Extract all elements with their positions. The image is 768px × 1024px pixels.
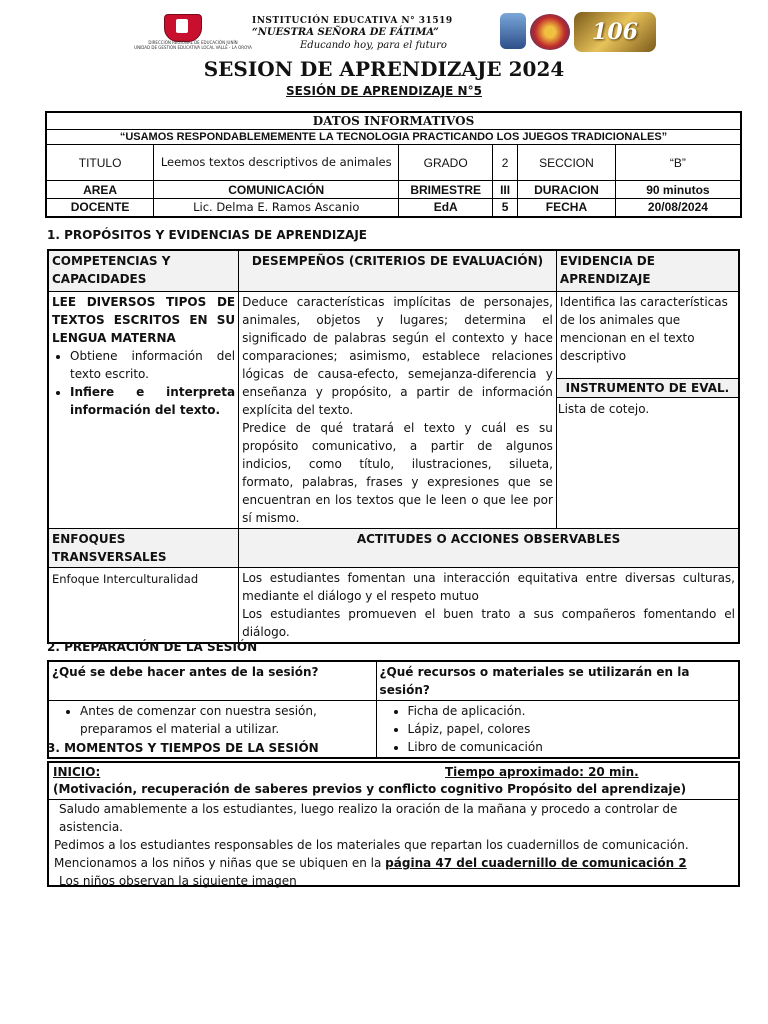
area-label: AREA [46,181,154,199]
propositos-table [47,249,740,644]
antes-header: ¿Qué se debe hacer antes de la sesión? [48,661,376,701]
actitud-text: Los estudiantes promueven el buen trato a sus compañeros fomentando el diálogo. [242,607,735,639]
coat-of-arms-icon [164,14,202,42]
paragraph: Saludo amablemente a los estudiantes, luego realizo la oración de la mañana y procedo a controlar de asistencia. [59,802,678,834]
instrumento-cell [556,379,739,529]
bimestre-label: BRIMESTRE [399,181,493,199]
inicio-description: (Motivación, recuperación de saberes previos y conflicto cognitivo Propósito del aprendizaje) [53,782,687,796]
desempeno-text: Deduce características implícitas de personajes, animales, objetos y lugares; determina el significado de palabras según el contexto y hace comparaciones; asimismo, establece relaciones lógicas de causa-efecto, semejanza-diferencia y enseñanza y propósito, a partir de información explícita del texto. [242,295,553,417]
docente-label: DOCENTE [46,199,154,217]
section-3-heading: 3. MOMENTOS Y TIEMPOS DE LA SESIÓN [47,741,319,755]
recurso-item: • Ficha de aplicación. [408,702,735,720]
instrumento-header: INSTRUMENTO DE EVAL. [557,379,738,398]
competencia-cell [48,292,239,529]
grado-value: 2 [493,145,518,181]
session-theme: “USAMOS RESPONDABLEMEMENTE LA TECNOLOGIA PRACTICANDO LOS JUEGOS TRADICIONALES” [46,130,741,145]
grado-label: GRADO [399,145,493,181]
eda-label: EdA [399,199,493,217]
evidencia-value: Identifica las características de los animales que mencionan en el texto descriptivo [556,292,739,379]
institution-line: INSTITUCIÓN EDUCATIVA N° 31519 [252,16,453,26]
enfoque-value: Enfoque Interculturalidad [48,568,239,644]
section-1-heading: 1. PROPÓSITOS Y EVIDENCIAS DE APRENDIZAJE [47,228,368,242]
inicio-header [49,763,738,800]
competencias-header: COMPETENCIAS Y CAPACIDADES [48,250,239,292]
page-title: SESION DE APRENDIZAJE 2024 [203,57,565,81]
datos-header: DATOS INFORMATIVOS [46,112,741,130]
tiempo-label: Tiempo aproximado: 20 min. [445,765,639,779]
capacidad-item: • Infiere e interpreta información del texto. [70,383,235,419]
inicio-label: INICIO: [53,765,101,779]
desempenos-header: DESEMPEÑOS (CRITERIOS DE EVALUACIÓN) [239,250,557,292]
seccion-value: “B” [615,145,741,181]
anniversary-badge: 106 [574,12,656,52]
desempeno-text: Predice de qué tratará el texto y cuál es su propósito comunicativo, a partir de algunos indicios, como título, ilustraciones, silueta, formato, palabras, frases y expresiones que se encuentran en los textos que le leen o que lee por sí mismo. [242,421,553,525]
recurso-item: • Lápiz, papel, colores [408,720,735,738]
recurso-item: • Libro de comunicación [408,738,735,756]
paragraph: Los niños observan la siguiente imagen [59,874,297,888]
area-value: COMUNICACIÓN [154,181,399,199]
momentos-box [47,761,740,887]
titulo-value: Leemos textos descriptivos de animales [154,145,399,181]
page-reference: página 47 del cuadernillo de comunicación 2 [385,856,687,870]
session-subtitle: SESIÓN DE APRENDIZAJE N°5 [286,84,482,98]
actitudes-header: ACTITUDES O ACCIONES OBSERVABLES [239,529,739,568]
bimestre-value: III [493,181,518,199]
school-emblem-icon [530,14,570,50]
recursos-header: ¿Qué recursos o materiales se utilizarán en la sesión? [376,661,739,701]
instrumento-value: Lista de cotejo. [557,402,650,416]
titulo-label: TITULO [46,145,154,181]
datos-informativos-table [45,111,742,218]
duracion-label: DURACION [518,181,616,199]
fecha-label: FECHA [518,199,616,217]
seccion-label: SECCION [518,145,616,181]
competencia-text: LEE DIVERSOS TIPOS DE TEXTOS ESCRITOS EN SU LENGUA MATERNA [52,295,236,345]
desempenos-cell [239,292,557,529]
institution-name: “NUESTRA SEÑORA DE FÁTIMA” [252,27,439,38]
actitudes-cell [239,568,739,644]
antes-item: • Antes de comenzar con nuestra sesión, preparamos el material a utilizar. [80,702,373,738]
actitud-text: Los estudiantes fomentan una interacción equitativa entre diversas culturas, mediante el diálogo y el respeto mutuo [242,571,735,603]
robot-icon [500,13,526,49]
enfoques-header: ENFOQUES TRANSVERSALES [48,529,239,568]
evidencia-header: EVIDENCIA DE APRENDIZAJE [556,250,739,292]
dre-label: DIRECCIÓN REGIONAL DE EDUCACIÓN JUNÍN UNIDAD DE GESTIÓN EDUCATIVA LOCAL VALLE - LA OROYA [134,40,252,50]
paragraph: Pedimos a los estudiantes responsables de los materiales que repartan los cuadernillos de comunicación. [54,838,689,852]
paragraph: Mencionamos a los niños y niñas que se ubiquen en la página 47 del cuadernillo de comunicación 2 [54,856,687,870]
docente-value: Lic. Delma E. Ramos Ascanio [154,199,399,217]
duracion-value: 90 minutos [615,181,741,199]
capacidad-item: • Obtiene información del texto escrito. [70,347,235,383]
institution-motto: Educando hoy, para el futuro [300,40,447,51]
section-2-heading: 2. PREPARACIÓN DE LA SESIÓN [47,640,258,654]
recursos-cell [376,701,739,759]
fecha-value: 20/08/2024 [615,199,741,217]
eda-value: 5 [493,199,518,217]
